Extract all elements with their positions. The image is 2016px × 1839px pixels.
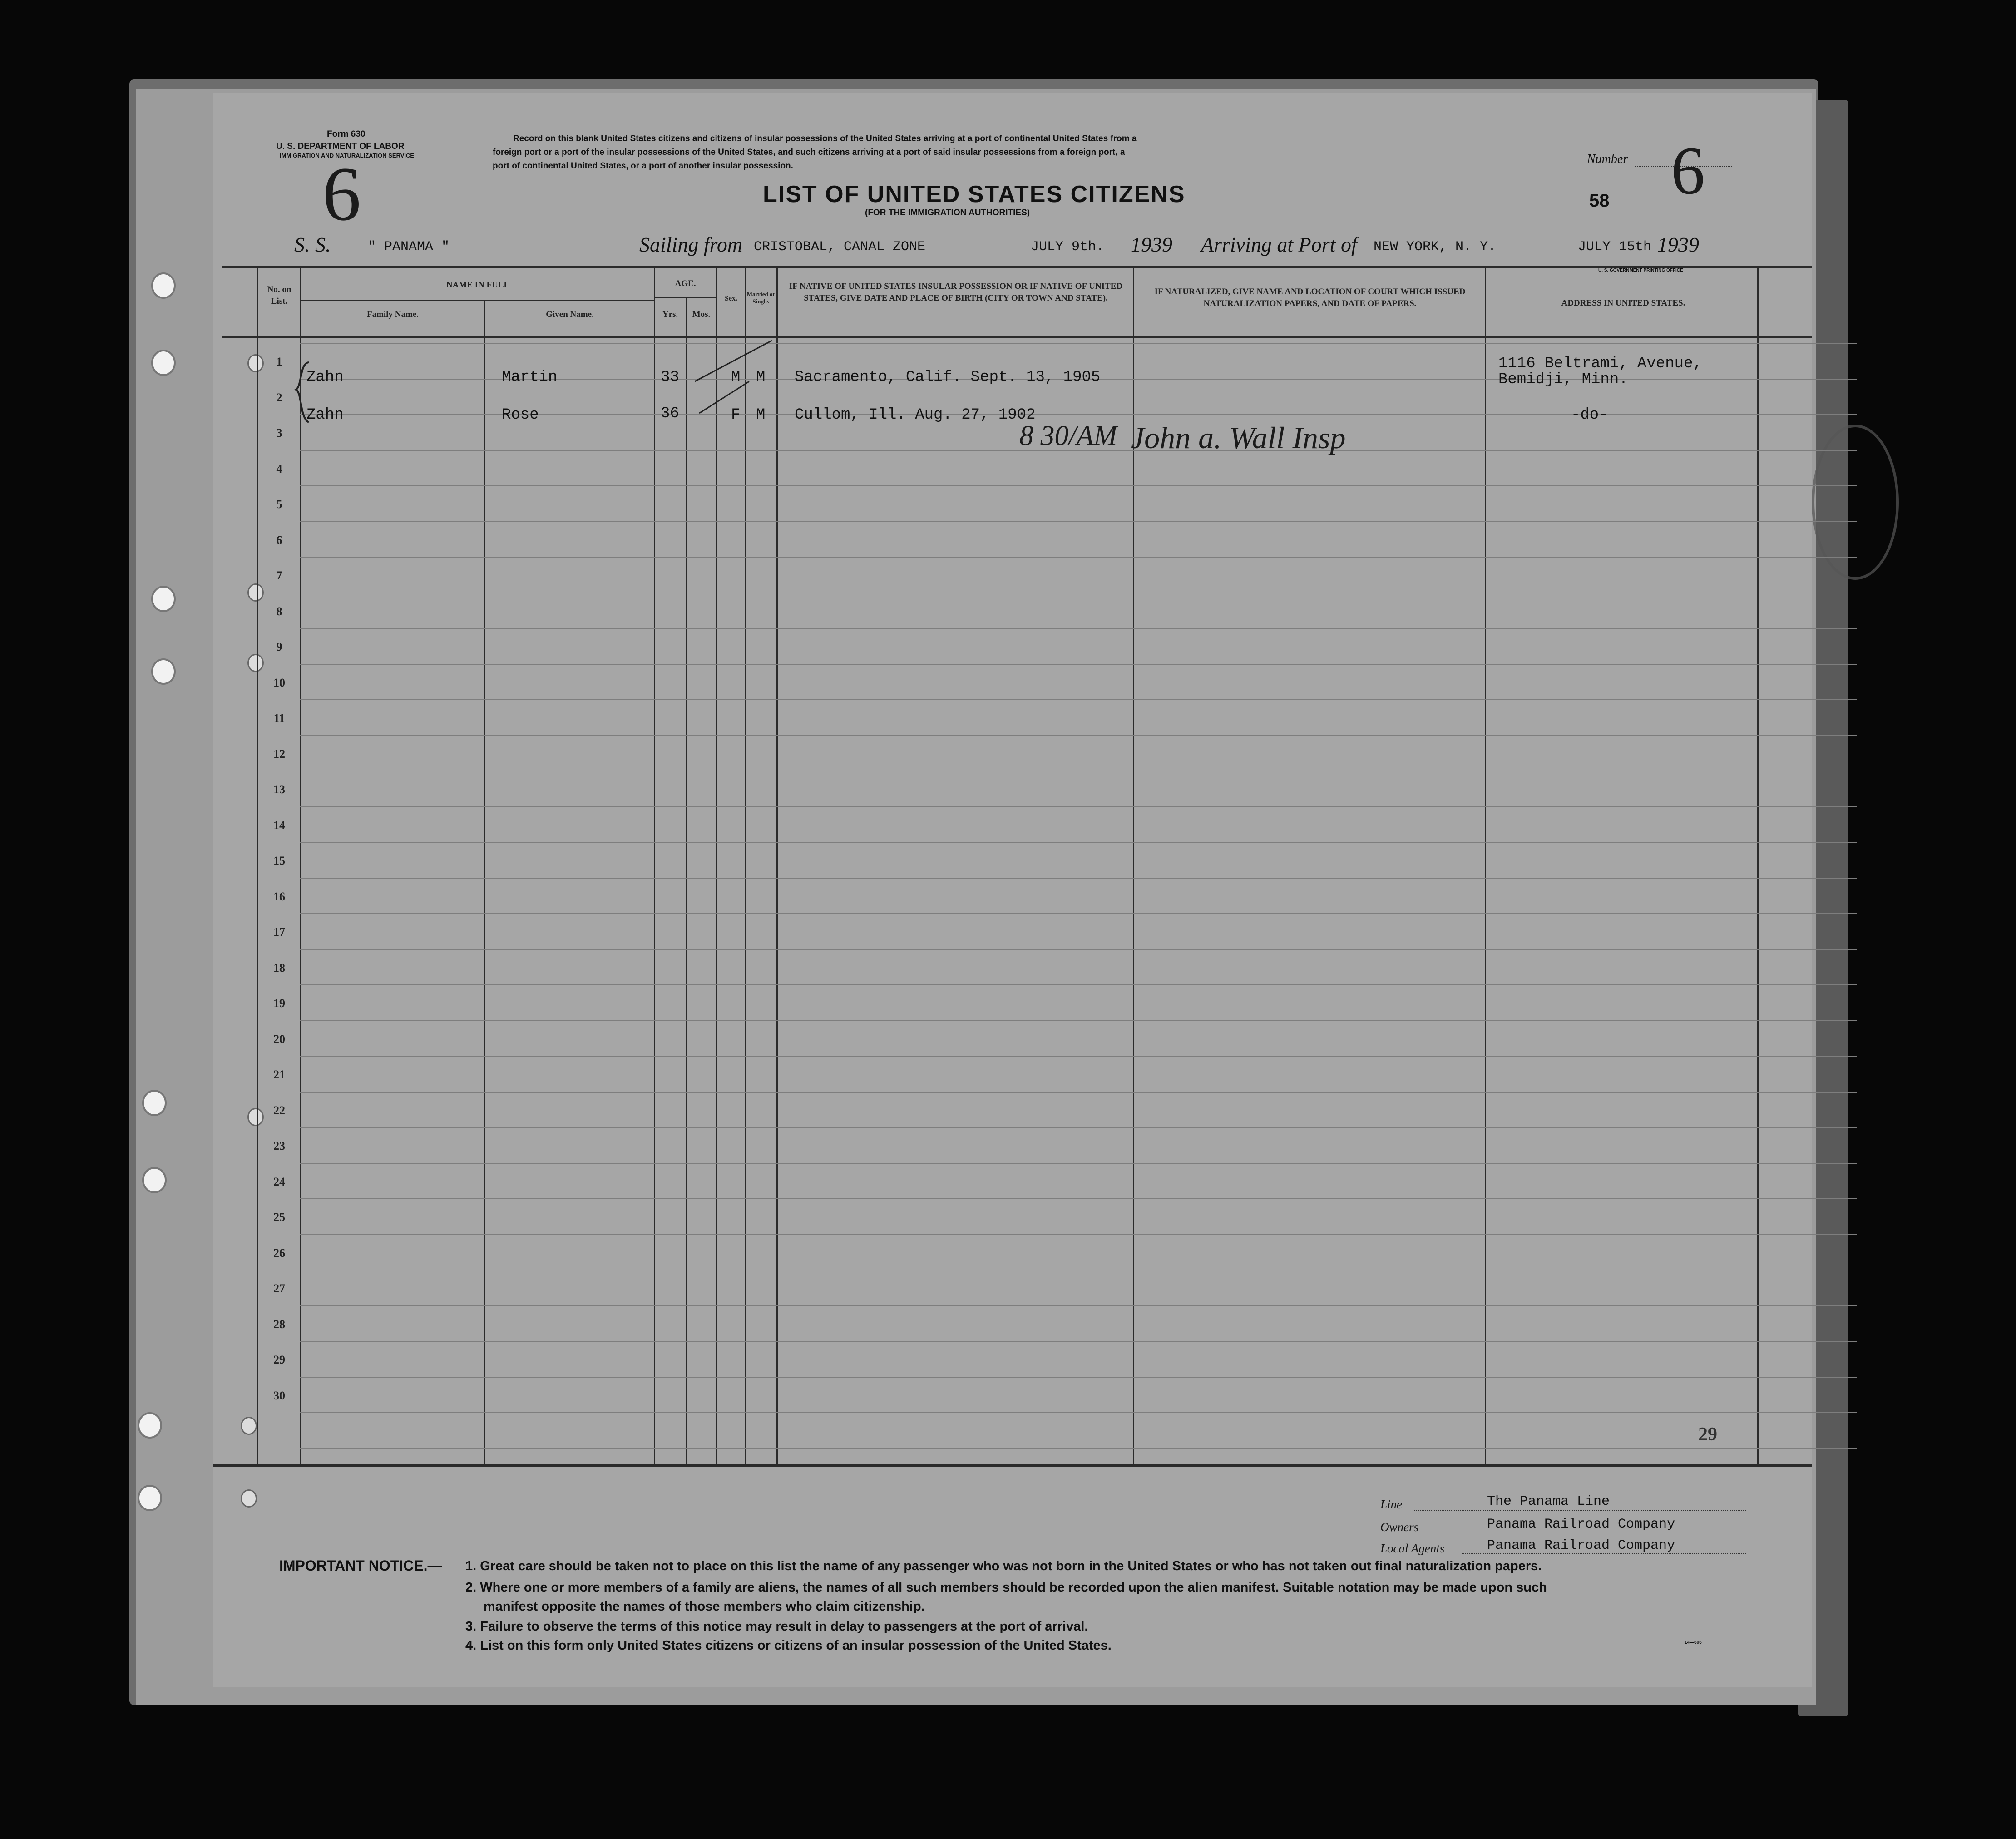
- row-number: 7: [276, 569, 282, 582]
- arriving-label: Arriving at Port of: [1201, 233, 1357, 256]
- row-rule: [300, 949, 1857, 950]
- col-header-sex: Sex.: [725, 295, 737, 302]
- row-rule: [300, 984, 1857, 985]
- row-rule: [300, 842, 1857, 843]
- col-header-no: No. on List.: [267, 285, 292, 306]
- notice-item-2: 2. Where one or more members of a family are aliens, the names of all such members should be recorded upon the alien manifest. Suitable notation may be made upon such: [465, 1580, 1547, 1595]
- col-header-address: ADDRESS IN UNITED STATES.: [1561, 298, 1685, 308]
- row-rule: [300, 1377, 1857, 1378]
- row-2-birth: Cullom, Ill. Aug. 27, 1902: [795, 406, 1036, 424]
- notice-heading: IMPORTANT NOTICE.—: [279, 1557, 442, 1574]
- col-divider: [1485, 267, 1486, 1466]
- row-1-age-yrs: 33: [661, 369, 679, 386]
- col-divider: [300, 267, 301, 1466]
- binder-hole: [247, 583, 264, 602]
- row-2-address: -do-: [1571, 406, 1608, 424]
- owners-label: Owners: [1380, 1520, 1419, 1534]
- row-number: 28: [273, 1318, 285, 1331]
- row-number: 10: [273, 676, 285, 689]
- row-number: 30: [273, 1389, 285, 1402]
- table-bottom-border: [213, 1464, 1812, 1467]
- row-1-sex: M: [731, 369, 741, 386]
- col-header-married: Married or Single.: [746, 291, 776, 305]
- stamp-number: 58: [1589, 191, 1610, 211]
- binder-hole: [151, 586, 176, 612]
- col-header-name-in-full: NAME IN FULL: [446, 280, 510, 290]
- binder-hole: [151, 350, 176, 376]
- binder-hole: [138, 1412, 162, 1439]
- col-divider: [1757, 267, 1759, 1466]
- form-label: Form 630: [327, 129, 366, 139]
- binder-hole: [151, 272, 176, 299]
- col-header-yrs: Yrs.: [662, 310, 678, 319]
- page-title: LIST OF UNITED STATES CITIZENS: [763, 181, 1186, 208]
- row-number: 4: [276, 462, 282, 475]
- row-rule: [300, 664, 1857, 665]
- row-rule: [300, 1412, 1857, 1413]
- row-rule: [300, 1127, 1857, 1128]
- row-number: 23: [273, 1139, 285, 1152]
- notice-item-2-continued: manifest opposite the names of those members who claim citizenship.: [484, 1599, 925, 1614]
- department: U. S. DEPARTMENT OF LABOR: [276, 142, 405, 151]
- owners-value: Panama Railroad Company: [1487, 1517, 1675, 1532]
- row-rule: [300, 557, 1857, 558]
- row-number: 18: [273, 961, 285, 974]
- page-subtitle: (FOR THE IMMIGRATION AUTHORITIES): [865, 208, 1030, 218]
- instruction-line-1: Record on this blank United States citizens and citizens of insular possessions of the United States arriving at a port of continental United States from a: [513, 134, 1137, 143]
- col-divider: [654, 267, 655, 1466]
- table-top-border: [222, 266, 1812, 268]
- col-header-given-name: Given Name.: [546, 310, 594, 319]
- service: IMMIGRATION AND NATURALIZATION SERVICE: [280, 152, 415, 159]
- row-number: 24: [273, 1175, 285, 1188]
- handwritten-number: 6: [1671, 133, 1705, 208]
- handwritten-time: 8 30/AM: [1019, 420, 1117, 451]
- row-rule: [300, 628, 1857, 629]
- row-number: 27: [273, 1282, 285, 1295]
- row-rule: [300, 521, 1857, 522]
- binder-hole: [142, 1167, 167, 1193]
- row-number: 6: [276, 534, 282, 547]
- col-divider: [686, 297, 687, 1466]
- gpo-note: U. S. GOVERNMENT PRINTING OFFICE: [1598, 268, 1683, 273]
- row-rule: [300, 1234, 1857, 1235]
- binder-hole: [241, 1417, 257, 1435]
- instruction-line-2: foreign port or a port of the insular possessions of the United States, and such citizens arriving at a port of said insular possessions from a foreign port, a: [493, 148, 1125, 157]
- row-rule: [300, 1305, 1857, 1306]
- col-header-mos: Mos.: [692, 310, 711, 319]
- row-1-married: M: [756, 369, 766, 386]
- corner-handwritten-number: 6: [322, 151, 361, 237]
- row-rule: [300, 485, 1857, 486]
- arriving-date: JULY 15th: [1578, 239, 1652, 255]
- family-bracket: [291, 359, 318, 427]
- row-number: 16: [273, 890, 285, 903]
- row-rule: [300, 806, 1857, 807]
- binder-hole: [247, 654, 264, 672]
- line-label: Line: [1380, 1498, 1403, 1511]
- line-value: The Panama Line: [1487, 1494, 1610, 1509]
- ship-name: " PANAMA ": [368, 239, 450, 255]
- binder-hole: [241, 1489, 257, 1508]
- number-label: Number: [1587, 152, 1628, 166]
- row-rule: [300, 1020, 1857, 1021]
- row-number: 14: [273, 819, 285, 832]
- sailing-from: CRISTOBAL, CANAL ZONE: [754, 239, 926, 255]
- row-1-address-line2: Bemidji, Minn.: [1498, 371, 1628, 388]
- table-header-border: [222, 336, 1812, 338]
- row-number: 3: [276, 426, 282, 440]
- row-rule: [300, 1163, 1857, 1164]
- notice-item-4: 4. List on this form only United States citizens or citizens of an insular possession of the United States.: [465, 1638, 1112, 1653]
- row-number: 20: [273, 1033, 285, 1046]
- col-divider: [745, 267, 746, 1466]
- row-number: 25: [273, 1211, 285, 1224]
- row-rule: [300, 1341, 1857, 1342]
- row-number: 19: [273, 997, 285, 1010]
- col-header-birth: IF NATIVE OF UNITED STATES INSULAR POSSESSION OR IF NATIVE OF UNITED STATES, GIVE DATE AND PLACE OF BIRTH (CITY OR TOWN AND STATE).: [789, 282, 1123, 303]
- row-number: 11: [273, 712, 285, 725]
- row-1-address-line1: 1116 Beltrami, Avenue,: [1498, 355, 1702, 372]
- row-number: 9: [276, 640, 282, 653]
- row-2-sex: F: [731, 406, 741, 424]
- row-rule: [300, 735, 1857, 736]
- row-2-age-yrs: 36: [661, 405, 679, 422]
- row-number: 1: [276, 355, 282, 368]
- row-rule: [300, 1448, 1857, 1449]
- row-number: 5: [276, 498, 282, 511]
- binder-hole: [142, 1090, 167, 1116]
- form-code: 14—606: [1685, 1640, 1702, 1645]
- row-number: 12: [273, 747, 285, 761]
- row-rule: [300, 913, 1857, 914]
- arriving-port: NEW YORK, N. Y.: [1374, 239, 1497, 255]
- row-rule: [300, 1056, 1857, 1057]
- col-divider: [776, 267, 778, 1466]
- row-rule: [300, 343, 1857, 344]
- sailing-label: Sailing from: [639, 233, 743, 256]
- col-header-age: AGE.: [675, 279, 696, 288]
- col-divider: [716, 267, 717, 1466]
- col-divider: [484, 300, 485, 1466]
- agents-label: Local Agents: [1380, 1542, 1445, 1555]
- row-number: 13: [273, 783, 285, 796]
- row-number: 17: [273, 925, 285, 939]
- owners-underline: [1426, 1532, 1746, 1533]
- sailing-year: 1939: [1131, 233, 1172, 256]
- name-subheader-line: [301, 300, 654, 301]
- col-divider: [257, 267, 258, 1466]
- row-1-family-name: Zahn: [306, 369, 344, 386]
- row-2-married: M: [756, 406, 766, 424]
- line-underline: [1414, 1510, 1746, 1511]
- col-header-naturalized: IF NATURALIZED, GIVE NAME AND LOCATION OF COURT WHICH ISSUED NATURALIZATION PAPERS, AND DATE OF PAPERS.: [1154, 287, 1466, 308]
- col-header-family-name: Family Name.: [367, 310, 419, 319]
- diagonal-check-mark: [681, 331, 790, 422]
- row-number: 26: [273, 1246, 285, 1260]
- ss-label: S. S.: [294, 233, 331, 256]
- binder-hole: [151, 658, 176, 685]
- row-number: 8: [276, 605, 282, 618]
- notice-item-1: 1. Great care should be taken not to place on this list the name of any passenger who was not born in the United States or who has not taken out final naturalization papers.: [465, 1559, 1542, 1573]
- handwritten-inspector-signature: John a. Wall Insp: [1131, 420, 1346, 455]
- row-number: 29: [273, 1353, 285, 1366]
- row-2-family-name: Zahn: [306, 406, 344, 424]
- age-subheader-line: [655, 297, 716, 298]
- agents-value: Panama Railroad Company: [1487, 1538, 1675, 1553]
- row-number: 2: [276, 391, 282, 404]
- page-number: 29: [1698, 1424, 1717, 1445]
- row-1-given-name: Martin: [502, 369, 558, 386]
- binder-hole: [138, 1485, 162, 1511]
- row-rule: [300, 878, 1857, 879]
- sailing-date: JULY 9th.: [1031, 239, 1105, 255]
- row-number: 15: [273, 854, 285, 867]
- instruction-line-3: port of continental United States, or a port of another insular possession.: [493, 161, 793, 171]
- arriving-year: 1939: [1657, 233, 1699, 256]
- row-rule: [300, 1092, 1857, 1093]
- row-rule: [300, 699, 1857, 700]
- notice-item-3: 3. Failure to observe the terms of this notice may result in delay to passengers at the port of arrival.: [465, 1619, 1088, 1634]
- row-number: 21: [273, 1068, 285, 1081]
- row-rule: [300, 1198, 1857, 1199]
- row-1-birth: Sacramento, Calif. Sept. 13, 1905: [795, 369, 1101, 386]
- row-number: 22: [273, 1104, 285, 1117]
- row-2-given-name: Rose: [502, 406, 539, 424]
